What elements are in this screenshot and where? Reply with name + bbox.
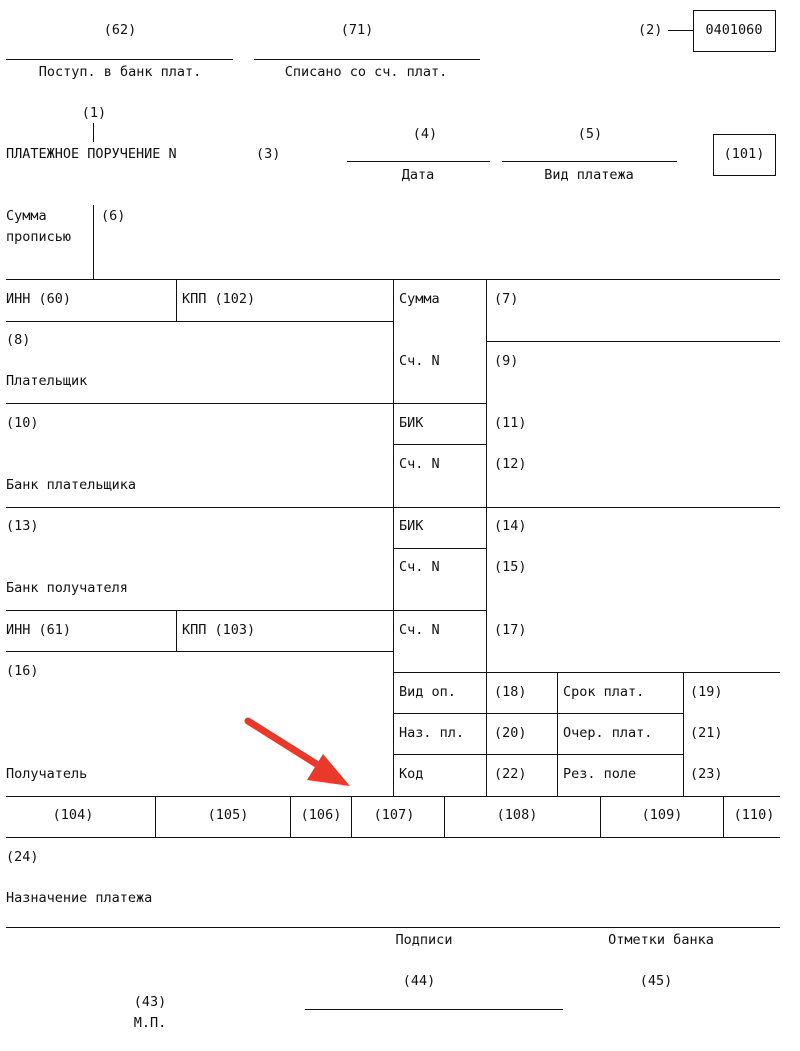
- payer-bank-label: Банк плательщика: [6, 477, 137, 493]
- amount-in-words-label-line2: прописью: [6, 229, 72, 245]
- field-21-number: (21): [690, 725, 723, 741]
- purpose-code-label: Наз. пл.: [399, 725, 465, 741]
- field-15-number: (15): [494, 559, 527, 575]
- field-19-number: (19): [690, 684, 723, 700]
- field-105-number: (105): [207, 807, 249, 823]
- field-12-number: (12): [494, 456, 527, 472]
- field-43-number: (43): [133, 994, 167, 1010]
- field-108-number: (108): [496, 807, 538, 823]
- field-3-number: (3): [256, 146, 281, 162]
- field-2-number: (2): [638, 22, 663, 38]
- payee-label: Получатель: [6, 766, 88, 782]
- annotation-arrow-shaft: [248, 721, 318, 765]
- field-13-number: (13): [6, 518, 39, 534]
- payment-order-title: ПЛАТЕЖНОЕ ПОРУЧЕНИЕ N: [6, 146, 177, 162]
- debited-from-account-label: Списано со сч. плат.: [284, 64, 448, 80]
- form-code: 0401060: [705, 22, 763, 38]
- field-107-number: (107): [373, 807, 415, 823]
- payment-type-label: Вид платежа: [544, 167, 634, 183]
- field-14-number: (14): [494, 518, 527, 534]
- payee-kpp-label: КПП (103): [182, 622, 256, 638]
- payer-kpp-label: КПП (102): [182, 291, 256, 307]
- field-6-number: (6): [101, 208, 126, 224]
- field-22-number: (22): [494, 766, 527, 782]
- field-16-number: (16): [6, 663, 39, 679]
- field-10-number: (10): [6, 415, 39, 431]
- payer-bank-bik-label: БИК: [399, 415, 424, 431]
- field-8-number: (8): [6, 332, 31, 348]
- field-24-number: (24): [6, 849, 39, 865]
- date-label: Дата: [401, 167, 435, 183]
- op-type-label: Вид оп.: [399, 684, 456, 700]
- field-9-number: (9): [494, 353, 519, 369]
- field-17-number: (17): [494, 622, 527, 638]
- field-104-number: (104): [52, 807, 94, 823]
- field-44-number: (44): [402, 973, 436, 989]
- sum-label: Сумма: [399, 291, 440, 307]
- field-1-number: (1): [81, 105, 107, 121]
- field-20-number: (20): [494, 725, 527, 741]
- field-101-number: (101): [723, 146, 765, 162]
- payer-label: Плательщик: [6, 373, 88, 389]
- payee-account-label: Сч. N: [399, 622, 440, 638]
- received-in-bank-label: Поступ. в банк плат.: [38, 64, 202, 80]
- field-71-number: (71): [340, 22, 374, 38]
- field-110-number: (110): [733, 807, 775, 823]
- field-23-number: (23): [690, 766, 723, 782]
- field-5-number: (5): [577, 126, 603, 142]
- payee-bank-account-label: Сч. N: [399, 559, 440, 575]
- field-62-number: (62): [103, 22, 137, 38]
- reserve-field-label: Рез. поле: [563, 766, 637, 782]
- field-106-number: (106): [300, 807, 342, 823]
- amount-in-words-label-line1: Сумма: [6, 208, 47, 224]
- field-109-number: (109): [641, 807, 683, 823]
- payee-bank-bik-label: БИК: [399, 518, 424, 534]
- field-7-number: (7): [494, 291, 519, 307]
- payer-bank-account-label: Сч. N: [399, 456, 440, 472]
- payer-account-label: Сч. N: [399, 353, 440, 369]
- signatures-label: Подписи: [395, 932, 453, 948]
- field-45-number: (45): [639, 973, 673, 989]
- payment-purpose-label: Назначение платежа: [6, 890, 153, 906]
- payee-inn-label: ИНН (61): [6, 622, 72, 638]
- field-4-number: (4): [412, 126, 438, 142]
- stamp-place-label: М.П.: [133, 1015, 167, 1031]
- payer-inn-label: ИНН (60): [6, 291, 72, 307]
- code-label: Код: [399, 766, 424, 782]
- field-18-number: (18): [494, 684, 527, 700]
- payment-term-label: Срок плат.: [563, 684, 645, 700]
- payee-bank-label: Банк получателя: [6, 580, 128, 596]
- payment-priority-label: Очер. плат.: [563, 725, 653, 741]
- field-11-number: (11): [494, 415, 527, 431]
- bank-marks-label: Отметки банка: [608, 932, 714, 948]
